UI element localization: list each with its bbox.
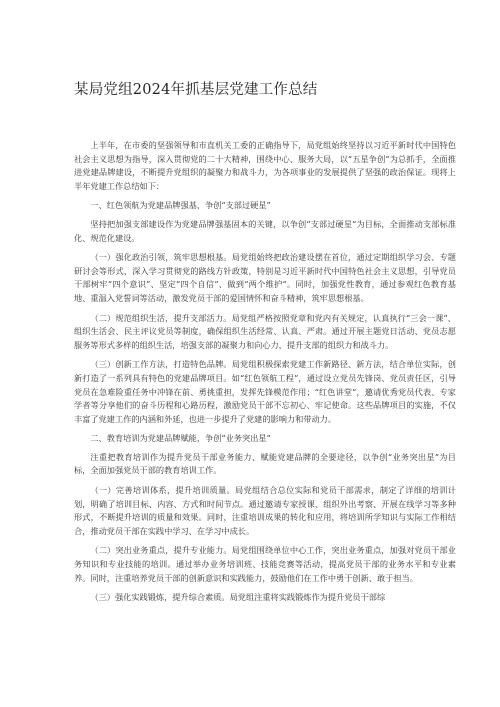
section-heading-1: 一、红色领航为党建品牌强基，争创“支部过硬星” — [90, 200, 271, 211]
section-2-item-3: （三）强化实践锻炼，提升综合素质。局党组注重将实践锻炼作为提升党员干部综 — [90, 592, 386, 603]
section-2-item-1: （一）完善培训体系，提升培训质量。局党组结合总位实际和党员干部需求，制定了详细的培训计划，明确了培训目标、内容、方式和时间节点。通过邀请专家授课、组织外出考察、开展在线学习等多种形式，不断提升培训的质量和效果。同时，注重培训成果的转化和应用，将培训所学知识与实际工作相结合，推动党员干部在实践中学习、在学习中成长。 — [74, 485, 456, 536]
section-1-item-1: （一）强化政治引领，筑牢思想根基。局党组始终把政治建设摆在首位，通过定期组织学习会、专题研讨会等形式，深入学习贯彻党的路线方针政策，特别是习近平新时代中国特色社会主义思想，引导党员干部树牢“四个意识”、坚定“四个自信”、做到“两个维护”。同时，加强党性教育，通过参观红色教育基地、重温入党誓词等活动，激发党员干部的爱国情怀和奋斗精神，筑牢思想根基。 — [74, 252, 456, 303]
section-2-item-2: （二）突出业务重点，提升专业能力。局党组围绕单位中心工作，突出业务重点，加强对党员干部业务知识和专业技能的培训。通过举办业务培训班、技能竞赛等活动，提高党员干部的业务水平和专业素养。同时，注重培养党员干部的创新意识和实践能力，鼓励他们在工作中勇于创新、敢于担当。 — [74, 545, 456, 583]
section-1-intro: 坚持把加强支部建设作为党建品牌强基固本的关键，以争创“支部过硬星”为目标，全面推动支部标准化、规范化建设。 — [74, 218, 456, 243]
section-heading-2: 二、教育培训为党建品牌赋能，争创“业务突出星” — [90, 433, 271, 444]
intro-paragraph: 上半年，在市委的坚强领导和市直机关工委的正确指导下，局党组始终坚持以习近平新时代中国特色社会主义思想为指导，深入贯彻党的二十大精神，围绕中心、服务大局，以“五星争创”为总抓手，全面推进党建品牌建设，不断提升党组织的凝聚力和战斗力，为各项事业的发展提供了坚强的政治保证。现将上半年党建工作总结如下： — [74, 140, 456, 191]
section-1-item-3: （三）创新工作方法，打造特色品牌。局党组积极探索党建工作新路径、新方法，结合单位实际，创新打造了一系列具有特色的党建品牌项目。如“红色领航工程”，通过设立党员先锋岗、党员责任区，引导党员在急难险重任务中冲锋在前、勇挑重担，发挥先锋模范作用；“红色讲堂”，邀请优秀党员代表、专家学者等分享他们的奋斗历程和心路历程，激励党员干部不忘初心、牢记使命。这些品牌项目的实施，不仅丰富了党建工作的内涵和外延，也进一步提升了党建的影响力和带动力。 — [74, 359, 456, 424]
section-1-item-2: （二）规范组织生活，提升支部活力。局党组严格按照党章和党内有关规定，认真执行“三会一课”、组织生活会、民主评议党员等制度，确保组织生活经常、认真、严肃。通过开展主题党日活动、党员志愿服务等形式多样的组织生活，培强支部的凝聚力和向心力，提升支部的组织力和战斗力。 — [74, 312, 456, 350]
document-title: 某局党组2024年抓基层党建工作总结 — [74, 82, 318, 98]
section-2-intro: 注重把教育培训作为提升党员干部业务能力、赋能党建品牌的全要途径，以争创“业务突出星”为目标，全面加强党员干部的教育培训工作。 — [74, 451, 456, 476]
document-body — [74, 139, 456, 605]
